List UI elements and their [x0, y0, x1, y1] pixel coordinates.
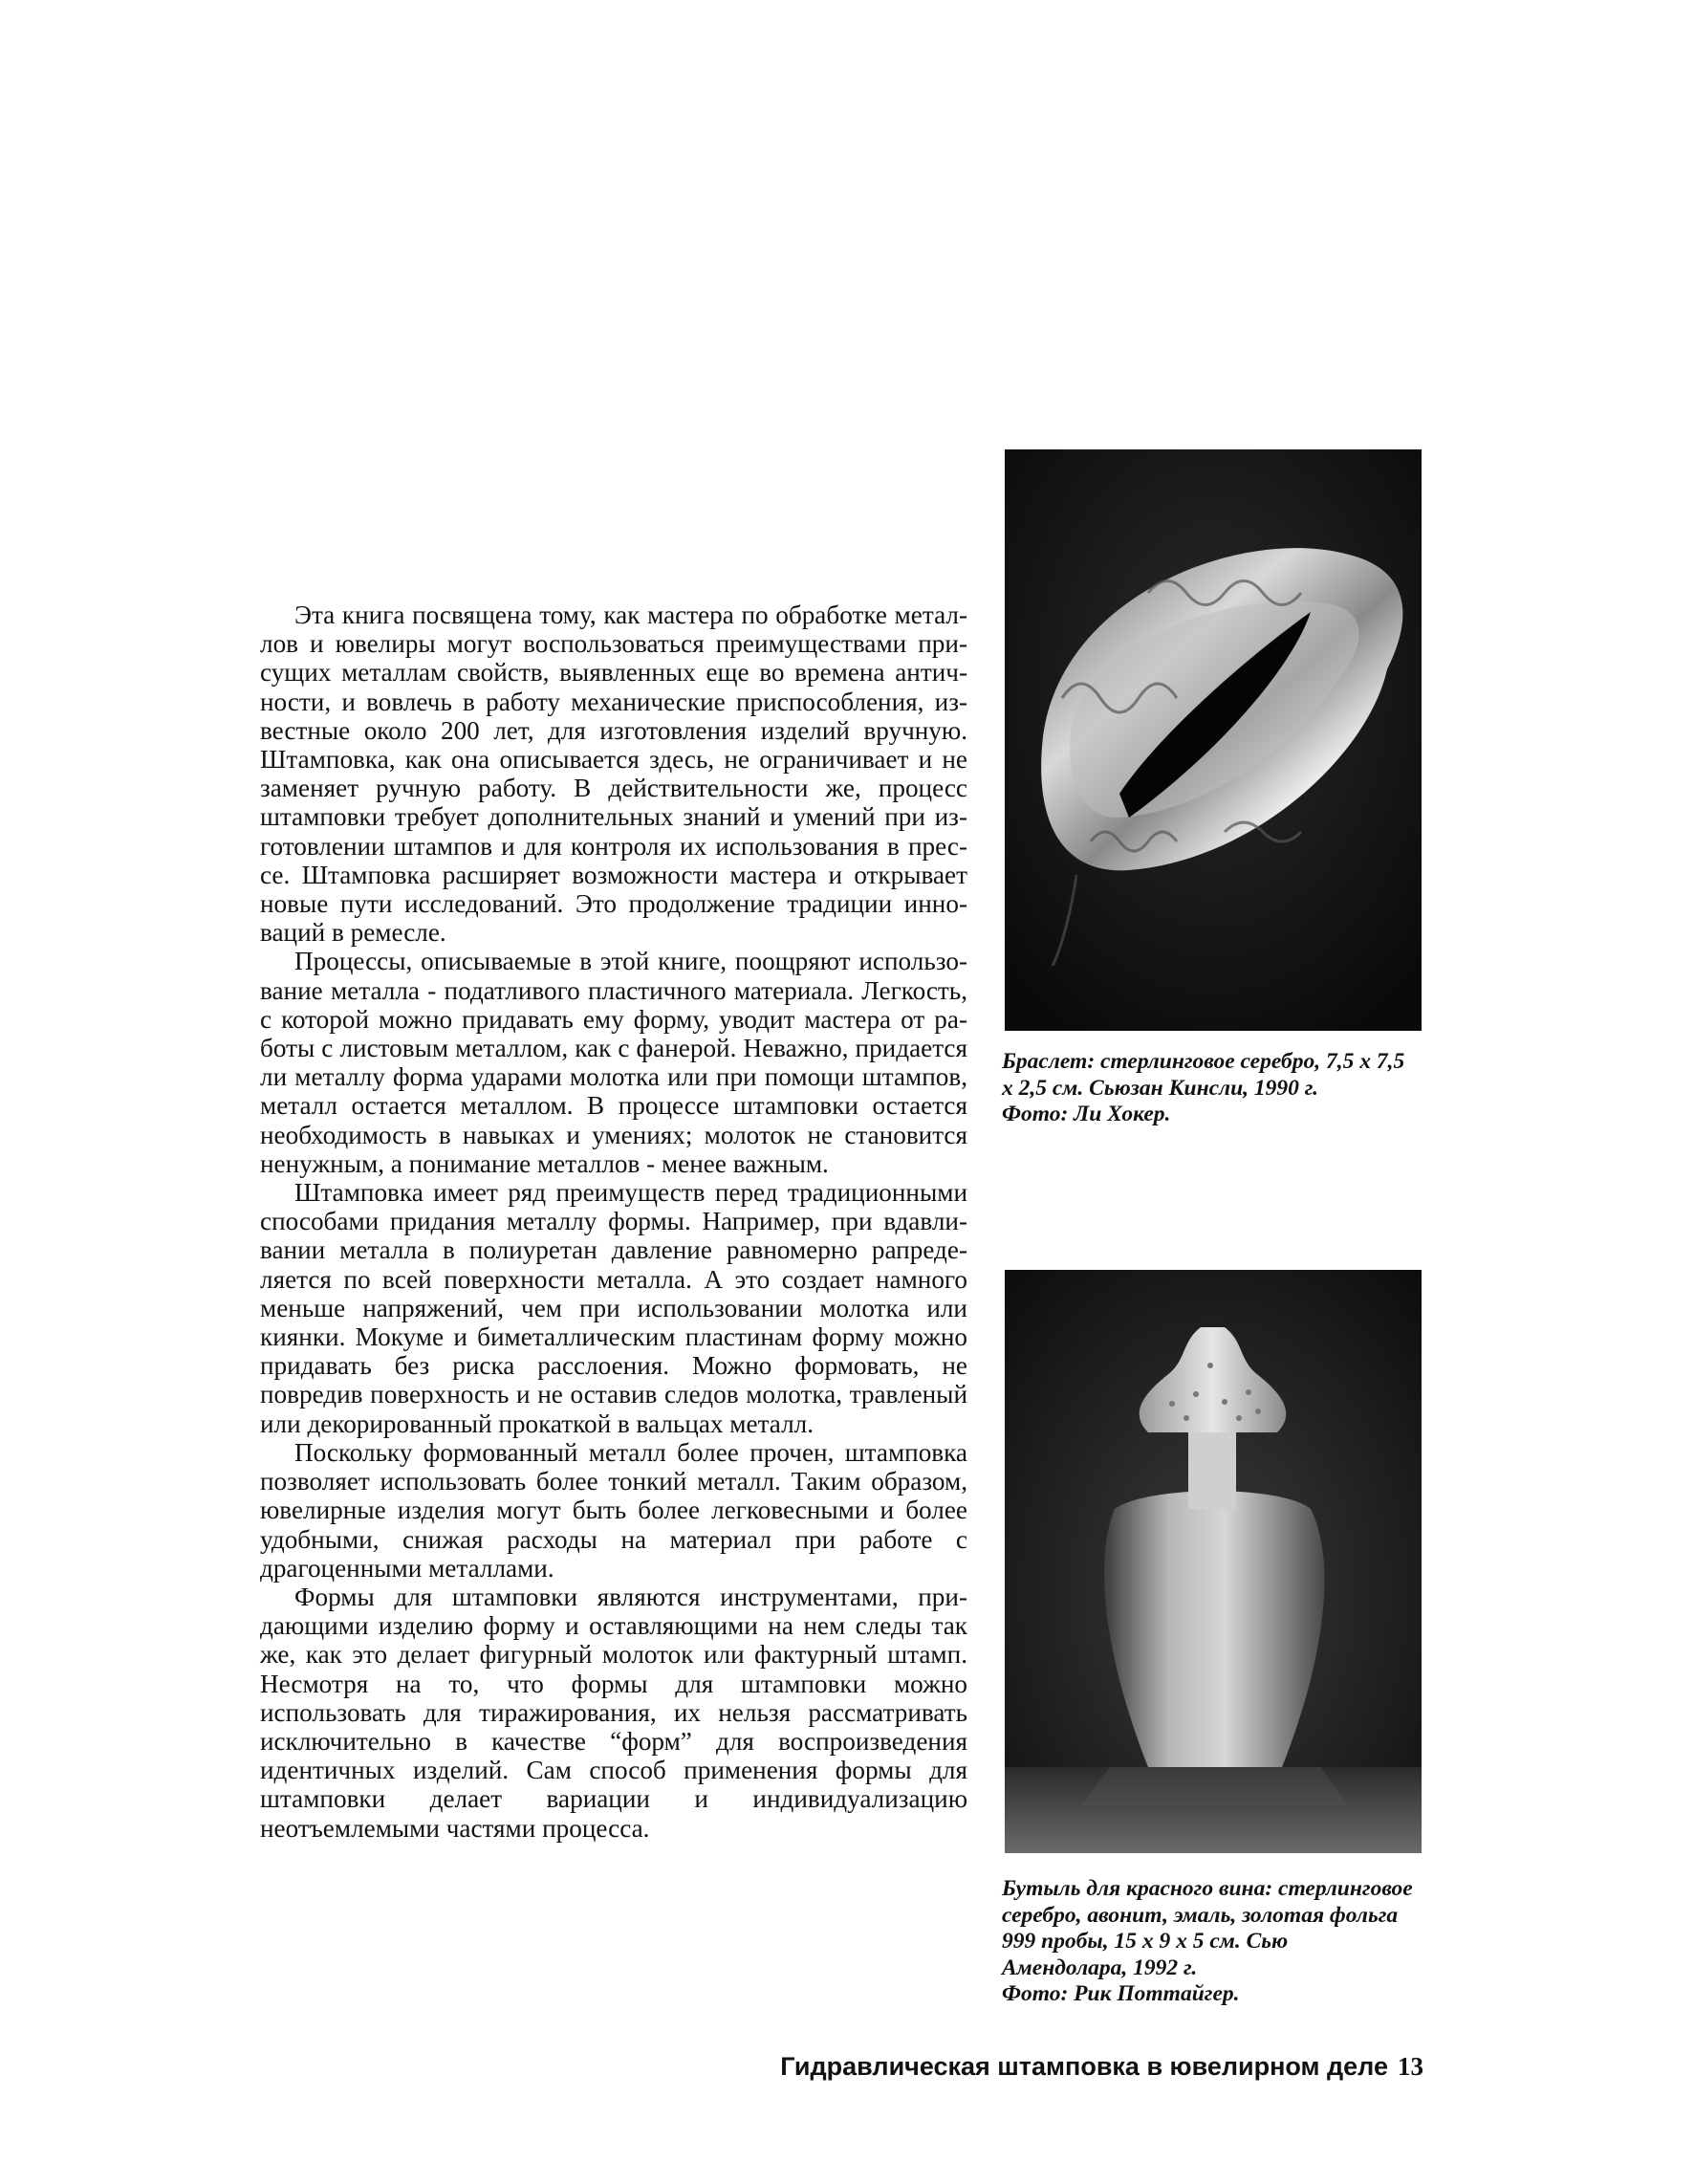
- page-number: 13: [1398, 2052, 1423, 2081]
- paragraph: Поскольку формованный металл более прочен, штамповка позволяет использовать более тонкий металл. Таким образом, ювелирные изделия могут быть более легковесными и более удобными, снижая расходы на материал при работе с драгоценными металлами.: [260, 1437, 967, 1583]
- caption-line: Бутыль для красного вина: стерлинговое: [1002, 1876, 1413, 1901]
- paragraph: Процессы, описываемые в этой книге, поощряют использование металла - податливого пластичного материала. Легкость, с которой можно придавать ему форму, уводит мастера от работы с листовым металлом, как с фанерой. Неважно, придается ли металлу форма ударами молотка или при помощи штампов, металл остается металлом. В процессе штамповки остается необходимость в навыках и умениях; молоток не становится ненужным, а понимание металлов - менее важным.: [260, 947, 967, 1178]
- wine-bottle-caption: [1002, 1876, 1423, 2008]
- wine-bottle-image: [1005, 1270, 1422, 1853]
- caption-line: Браслет: стерлинговое серебро, 7,5 х 7,5: [1002, 1049, 1405, 1074]
- caption-line: Фото: Рик Поттайгер.: [1002, 1981, 1240, 2006]
- main-text-column: [260, 601, 967, 1843]
- bracelet-caption: [1002, 1049, 1423, 1128]
- caption-line: серебро, авонит, эмаль, золотая фольга: [1002, 1902, 1399, 1928]
- caption-line: 999 пробы, 15 х 9 х 5 см. Сью: [1002, 1929, 1289, 1954]
- caption-line: Фото: Ли Хокер.: [1002, 1102, 1171, 1126]
- paragraph: Формы для штамповки являются инструментами, придающими изделию форму и оставляющими на нем следы так же, как это делает фигурный молоток или фактурный штамп. Несмотря на то, что формы для штамповки можно использовать для тиражирования, их нельзя рассматривать исключительно в качестве “форм” для воспроизведения идентичных изделий. Сам способ применения формы для штамповки делает вариации и индивидуализацию неотъемлемыми частями процесса.: [260, 1582, 967, 1843]
- page-footer: [780, 2052, 1423, 2081]
- caption-line: х 2,5 см. Сьюзан Кинсли, 1990 г.: [1002, 1075, 1319, 1101]
- paragraph: Штамповка имеет ряд преимуществ перед традиционными способами придания металлу формы. Например, при вдавливании металла в полиуретан давление равномерно рапределяется по всей поверхности металла. А это создает намного меньше напряжений, чем при использовании молотка или киянки. Мокуме и биметаллическим пластинам форму можно придавать без риска расслоения. Можно формовать, не повредив поверхность и не оставив следов молотка, травленый или декорированный прокаткой в вальцах металл.: [260, 1178, 967, 1438]
- bracelet-image: [1005, 449, 1422, 1031]
- paragraph: Эта книга посвящена тому, как мастера по обработке металлов и ювелиры могут воспользоваться преимуществами присущих металлам свойств, выявленных еще во времена античности, и вовлечь в работу механические приспособления, известные около 200 лет, для изготовления изделий вручную. Штамповка, как она описывается здесь, не ограничивает и не заменяет ручную работу. В действительности же, процесс штамповки требует дополнительных знаний и умений при изготовлении штампов и для контроля их использования в прессе. Штамповка расширяет возможности мастера и открывает новые пути исследований. Это продолжение традиции инноваций в ремесле.: [260, 601, 967, 948]
- bracelet-photo: [1005, 449, 1422, 1031]
- wine-bottle-photo: [1005, 1270, 1422, 1853]
- running-title: Гидравлическая штамповка в ювелирном деле: [780, 2052, 1388, 2081]
- caption-line: Амендолара, 1992 г.: [1002, 1955, 1198, 1980]
